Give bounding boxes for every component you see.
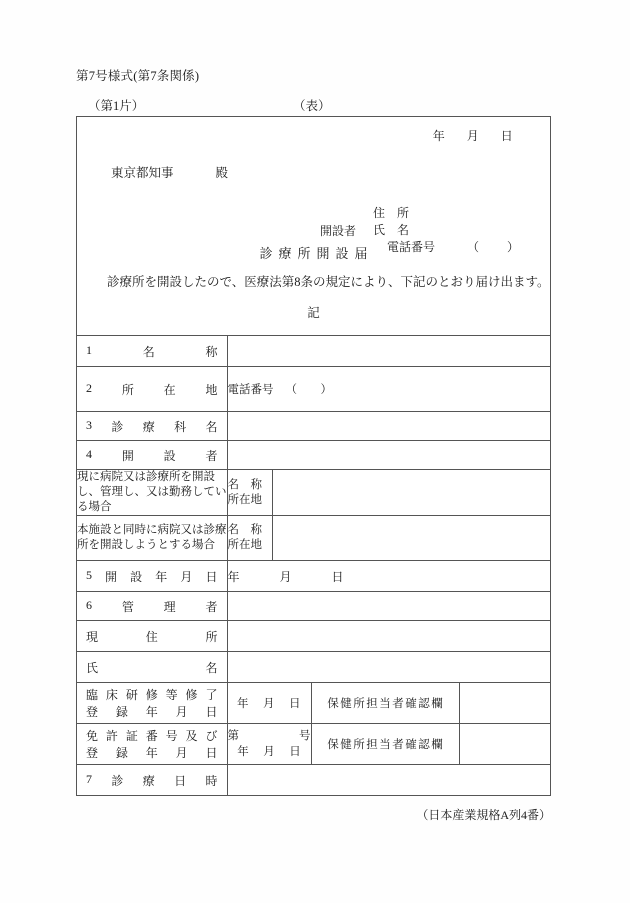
row2-char-1: 在 (163, 382, 176, 397)
table-row (77, 765, 550, 796)
addressee (111, 163, 228, 181)
table-row (77, 592, 550, 621)
training-date-month: 月 (263, 698, 275, 710)
row11b-char-2: 年 (145, 705, 158, 719)
row13-char-2: 日 (174, 773, 187, 788)
sheet-number: （第1片） (88, 99, 145, 113)
row11b-char-0: 登 (86, 705, 99, 719)
form-frame (76, 116, 551, 796)
row11-label-line1 (77, 686, 227, 703)
row11a-char-0: 臨 (86, 688, 99, 702)
label-cell-department (77, 412, 227, 441)
table-row (77, 683, 550, 724)
applicant-name-label: 氏 名 (373, 223, 410, 237)
existing-name-label: 名 称 (227, 478, 262, 491)
licence-number-prefix: 第 (227, 730, 239, 742)
health-center-check-field-2[interactable] (459, 724, 550, 765)
row7-char-3: 月 (180, 569, 193, 584)
table-row (77, 724, 550, 765)
table-row (77, 441, 550, 470)
row12a-char-4: 号 (165, 729, 178, 743)
row12b-char-4: 日 (205, 746, 218, 760)
table-row (77, 516, 550, 561)
label-cell-simultaneous-facility: 本施設と同時に病院又は診療所を開設しようとする場合 (77, 516, 227, 561)
licence-date-year: 年 (237, 746, 249, 758)
label-cell-administrator-name (77, 652, 227, 683)
date-year-label: 年 (432, 129, 446, 143)
value-cell-licence-number[interactable] (227, 724, 311, 765)
row13-char-1: 療 (142, 773, 155, 788)
row11a-char-3: 修 (145, 688, 158, 702)
row8-char-1: 理 (163, 599, 176, 614)
row12b-char-0: 登 (86, 746, 99, 760)
row11-label-line2 (77, 703, 227, 720)
label-cell-open-date (77, 561, 227, 592)
form-table (77, 335, 550, 795)
location-phone-label: 電話番号 (227, 384, 274, 396)
label-cell-administrator (77, 592, 227, 621)
row11b-char-4: 日 (205, 705, 218, 719)
value-cell-current-address[interactable] (227, 621, 550, 652)
open-date-day: 日 (331, 569, 344, 584)
row1-number: 1 (86, 342, 92, 357)
row11a-char-5: 修 (185, 688, 198, 702)
row11a-char-2: 研 (125, 688, 138, 702)
row11a-char-4: 等 (165, 688, 178, 702)
row12b-char-3: 月 (175, 746, 188, 760)
row7-char-1: 設 (130, 569, 143, 584)
row9-label (77, 628, 227, 645)
preamble-section (77, 117, 550, 335)
row2-char-2: 地 (205, 382, 218, 397)
licence-number-row (228, 728, 311, 744)
form-statement: 診療所を開設したので、医療法第8条の規定により、下記のとおり届け出ます。 (107, 275, 550, 289)
simultaneous-address-label: 所在地 (227, 539, 262, 551)
row8-char-2: 者 (205, 599, 218, 614)
table-row (77, 652, 550, 683)
health-center-check-field-1[interactable] (459, 683, 550, 724)
row4-label (77, 447, 227, 464)
row2-number: 2 (86, 380, 92, 395)
table-row (77, 561, 550, 592)
table-row (77, 367, 550, 412)
row12-label-line1 (77, 727, 227, 744)
licence-number-suffix: 号 (299, 730, 311, 742)
row3-char-2: 科 (174, 419, 187, 434)
licence-date-row (228, 744, 311, 760)
row11b-char-3: 月 (175, 705, 188, 719)
row11a-char-1: 床 (105, 688, 118, 702)
value-cell-existing-facility[interactable] (272, 470, 550, 516)
sheet-line (88, 96, 552, 114)
row12a-char-3: 番 (145, 729, 158, 743)
applicant-phone-label: 電話番号 (387, 240, 436, 254)
row9-char-2: 所 (205, 629, 218, 644)
row1-label (77, 343, 227, 360)
row13-label (77, 772, 227, 789)
row13-number: 7 (86, 771, 92, 786)
row3-number: 3 (86, 417, 92, 432)
row12b-char-1: 録 (115, 746, 128, 760)
licence-date-day: 日 (289, 746, 301, 758)
open-date-year: 年 (227, 569, 240, 584)
paper-size-note: （日本産業規格A列4番） (416, 808, 551, 822)
simultaneous-name-label: 名 称 (227, 524, 262, 536)
row11a-char-6: 了 (205, 688, 218, 702)
row1-char-1: 称 (205, 344, 218, 359)
location-phone-paren: （ ） (285, 384, 338, 396)
row4-number: 4 (86, 446, 92, 461)
row1-char-0: 名 (142, 344, 155, 359)
label-cell-founder (77, 441, 227, 470)
value-cell-department[interactable] (227, 412, 550, 441)
table-row (77, 412, 550, 441)
label-cell-training-completion (77, 683, 227, 724)
training-date-day: 日 (289, 698, 301, 710)
value-cell-administrator[interactable] (227, 592, 550, 621)
value-cell-training-date[interactable] (227, 683, 311, 724)
value-cell-simultaneous-facility[interactable] (272, 516, 550, 561)
label-cell-existing-facility: 現に病院又は診療所を開設し、管理し、又は勤務している場合 (77, 470, 227, 516)
label-cell-name (77, 336, 227, 367)
row7-label (77, 568, 227, 585)
row3-char-1: 療 (142, 419, 155, 434)
row9-char-0: 現 (86, 629, 99, 644)
sheet-side: （表） (293, 99, 331, 113)
label-cell-licence (77, 724, 227, 765)
applicant-phone-paren: （ ） (467, 240, 528, 254)
table-row (77, 336, 550, 367)
row9-char-1: 住 (145, 629, 158, 644)
form-code: 第7号様式(第7条関係) (76, 69, 200, 83)
row10-char-1: 名 (205, 660, 218, 675)
row11b-char-1: 録 (115, 705, 128, 719)
row12a-char-5: 及 (185, 729, 198, 743)
training-date-year: 年 (237, 698, 249, 710)
row12a-char-2: 証 (125, 729, 138, 743)
row12a-char-6: び (205, 729, 218, 743)
label-cell-consultation-hours (77, 765, 227, 796)
row12a-char-1: 許 (105, 729, 118, 743)
date-month-label: 月 (466, 129, 480, 143)
row10-label (77, 659, 227, 676)
value-cell-administrator-name[interactable] (227, 652, 550, 683)
label-cell-location (77, 367, 227, 412)
date-day-label: 日 (500, 129, 514, 143)
ki-mark: 記 (307, 306, 320, 320)
subcol-existing-facility (227, 470, 272, 516)
value-cell-founder[interactable] (227, 441, 550, 470)
value-cell-name[interactable] (227, 336, 550, 367)
value-cell-consultation-hours[interactable] (227, 765, 550, 796)
value-cell-open-date[interactable] (227, 561, 550, 592)
open-date-month: 月 (279, 569, 292, 584)
row13-char-0: 診 (111, 773, 124, 788)
row3-char-0: 診 (111, 419, 124, 434)
row8-number: 6 (86, 597, 92, 612)
row13-char-3: 時 (205, 773, 218, 788)
row10-char-0: 氏 (86, 660, 99, 675)
table-row (77, 621, 550, 652)
row2-label (77, 381, 227, 398)
row12-label-line2 (77, 744, 227, 761)
row8-char-0: 管 (121, 599, 134, 614)
row3-char-3: 名 (205, 419, 218, 434)
row12a-char-0: 免 (86, 729, 99, 743)
applicant-label: 開設者 (320, 224, 357, 238)
row2-char-0: 所 (121, 382, 134, 397)
value-cell-location[interactable] (227, 367, 550, 412)
form-title: 診療所開設届 (259, 246, 374, 261)
submission-date (422, 127, 524, 144)
row8-label (77, 598, 227, 615)
label-cell-current-address (77, 621, 227, 652)
row7-char-4: 日 (205, 569, 218, 584)
subcol-simultaneous-facility (227, 516, 272, 561)
row3-label (77, 418, 227, 435)
table-row (77, 470, 550, 516)
addressee-name: 東京都知事 (111, 166, 174, 180)
row12b-char-2: 年 (145, 746, 158, 760)
health-center-check-label-1: 保健所担当者確認欄 (311, 683, 459, 724)
addressee-honorific: 殿 (215, 166, 229, 180)
health-center-check-label-2: 保健所担当者確認欄 (311, 724, 459, 765)
applicant-address-label: 住 所 (373, 206, 410, 220)
row4-char-2: 者 (205, 448, 218, 463)
row7-char-0: 開 (105, 569, 118, 584)
row4-char-0: 開 (121, 448, 134, 463)
row7-number: 5 (86, 567, 92, 582)
licence-date-month: 月 (263, 746, 275, 758)
existing-address-label: 所在地 (227, 493, 262, 506)
row4-char-1: 設 (163, 448, 176, 463)
row7-char-2: 年 (155, 569, 168, 584)
